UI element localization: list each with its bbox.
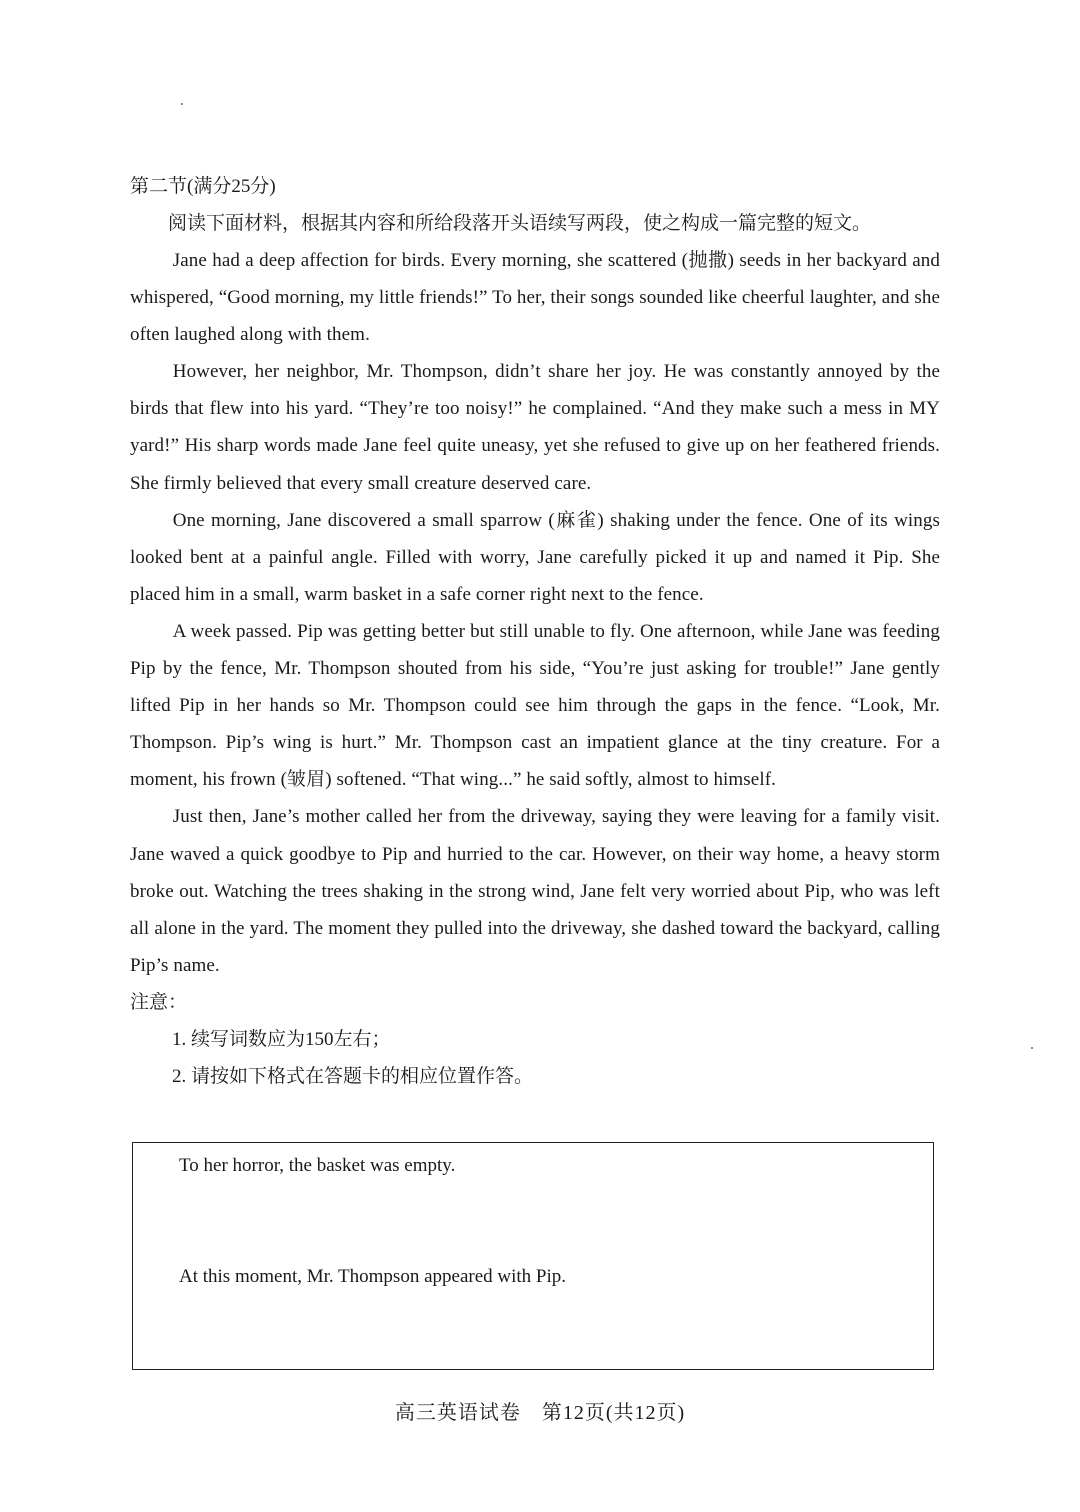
- scan-speck: [181, 103, 183, 105]
- passage-paragraph: However, her neighbor, Mr. Thompson, didn’t share her joy. He was constantly annoyed by the birds that flew into his yard. “They’re too noisy!” he complained. “And they make such a mess in MY yard!” His sharp words made Jane feel quite uneasy, yet she refused to give up on her feathered friends. She firmly believed that every small creature deserved care.: [130, 361, 940, 494]
- note-item: 1. 续写词数应为150左右；: [172, 1028, 391, 1050]
- passage-paragraph: A week passed. Pip was getting better but still unable to fly. One afternoon, while Jane was feeding Pip by the fence, Mr. Thompson shouted from his side, “You’re just asking for trouble!” Jane gently lifted Pip in her hands so Mr. Thompson could see him through the gaps in the fence. “Look, Mr. Thompson. Pip’s wing is hurt.” Mr. Thompson cast an impatient glance at the tiny creature. For a moment, his frown (皱眉) softened. “That wing...” he said softly, almost to himself.: [130, 620, 940, 791]
- paragraph-opener-2: At this moment, Mr. Thompson appeared with Pip.: [179, 1266, 567, 1287]
- page-footer: 高三英语试卷 第12页(共12页): [394, 1402, 686, 1424]
- passage-paragraph: One morning, Jane discovered a small sparrow (麻雀) shaking under the fence. One of its wings looked bent at a painful angle. Filled with worry, Jane carefully picked it up and named it Pip. She placed him in a small, warm basket in a safe corner right next to the fence.: [130, 509, 940, 605]
- section-instruction: 阅读下面材料，根据其内容和所给段落开头语续写两段，使之构成一篇完整的短文。: [168, 213, 872, 234]
- paragraph-opener-1: To her horror, the basket was empty.: [179, 1155, 456, 1176]
- passage-paragraph: Just then, Jane’s mother called her from the driveway, saying they were leaving for a family visit. Jane waved a quick goodbye to Pip and hurried to the car. However, on their way home, a heavy storm broke out. Watching the trees shaking in the strong wind, Jane felt very worried about Pip, who was left all alone in the yard. The moment they pulled into the driveway, she dashed toward the backyard, calling Pip’s name.: [130, 806, 940, 976]
- notes-title: 注意：: [130, 991, 188, 1013]
- scan-speck: [1031, 1047, 1033, 1049]
- section-title: 第二节(满分25分): [130, 176, 276, 197]
- note-item: 2. 请按如下格式在答题卡的相应位置作答。: [172, 1065, 534, 1087]
- answer-format-box: [132, 1142, 934, 1370]
- passage-paragraph: Jane had a deep affection for birds. Every morning, she scattered (抛撒) seeds in her backyard and whispered, “Good morning, my little friends!” To her, their songs sounded like cheerful laughter, and she often laughed along with them.: [130, 250, 940, 346]
- page-content: [130, 168, 940, 1095]
